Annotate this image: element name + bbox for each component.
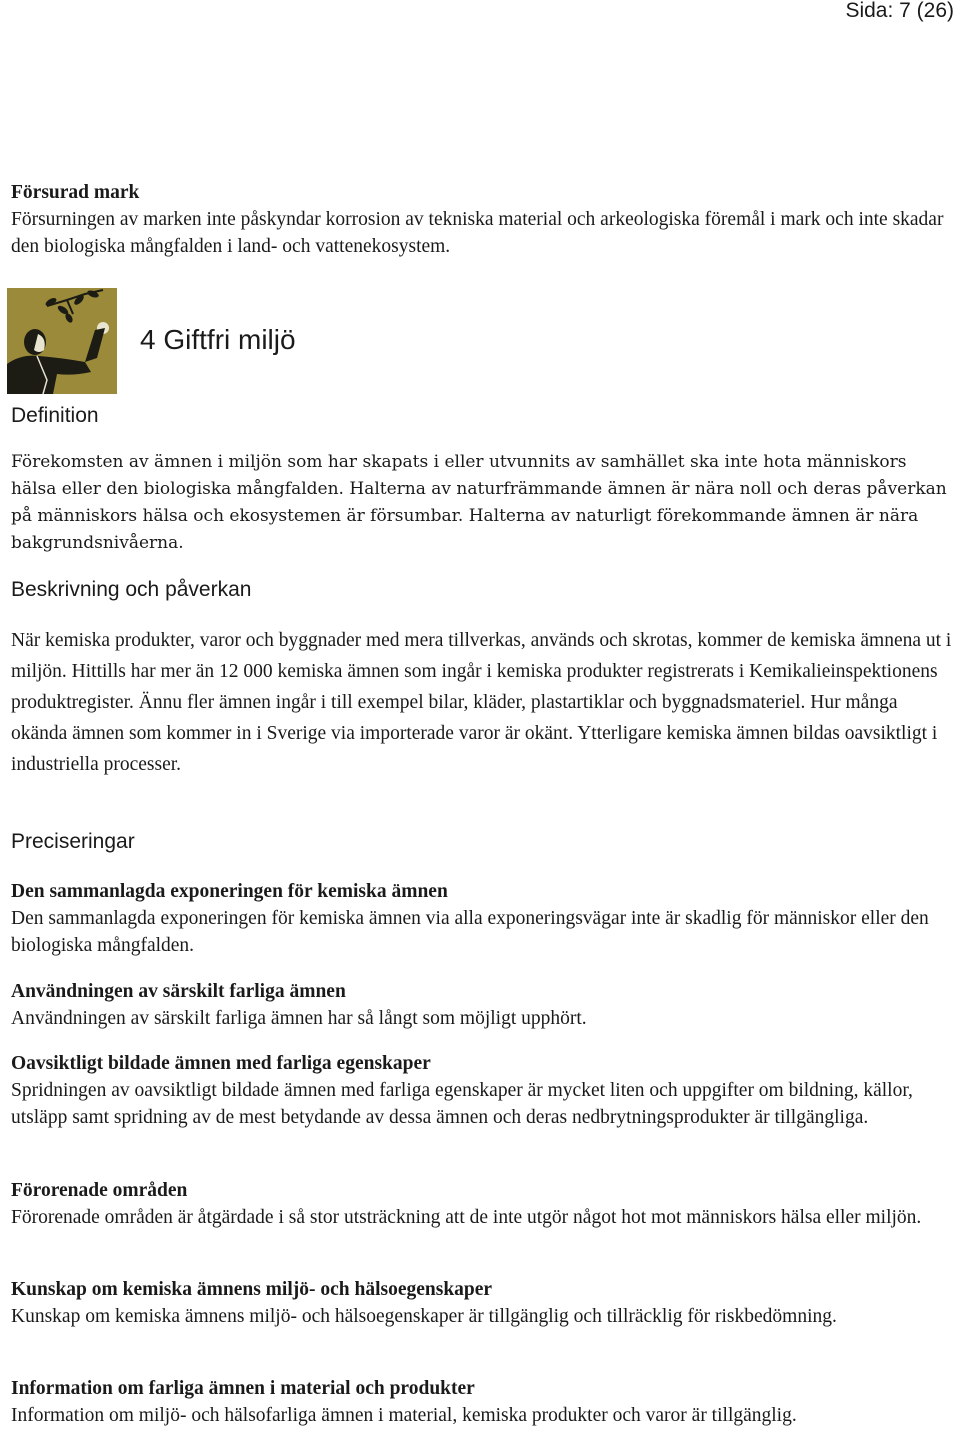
definition-section [11,404,956,428]
goal-title: 4 Giftfri miljö [140,324,296,355]
definition-text: Förekomsten av ämnen i miljön som har skapats i eller utvunnits av samhället ska inte hota människors hälsa eller den biologiska mångfalden. Halterna av naturfrämmande ämnen är nära noll och deras påverkan på människors hälsa och ekosystemen är försumbar. Halterna av naturligt förekommande ämnen är nära bakgrundsnivåerna. [11,452,947,553]
spec-item-title: Användningen av särskilt farliga ämnen [11,981,346,1002]
spec-item-title: Kunskap om kemiska ämnens miljö- och hälsoegenskaper [11,1279,493,1300]
description-section [11,578,956,602]
spec-item [11,1276,956,1330]
spec-item [11,1050,956,1131]
definition-body [11,449,956,557]
spec-item [11,978,956,1032]
spec-item-text: Information om miljö- och hälsofarliga ämnen i material, kemiska produkter och varor är tillgänglig. [11,1405,797,1426]
giftfri-miljo-icon [7,288,117,394]
acidified-soil-text: Försurningen av marken inte påskyndar korrosion av tekniska material och arkeologiska föremål i mark och inte skadar den biologiska mångfalden i land- och vattenekosystem. [11,209,944,257]
spec-item-text: Kunskap om kemiska ämnens miljö- och hälsoegenskaper är tillgänglig och tillräcklig för riskbedömning. [11,1306,837,1327]
description-text: När kemiska produkter, varor och byggnader med mera tillverkas, används och skrotas, kommer de kemiska ämnena ut i miljön. Hittills har mer än 12 000 kemiska ämnen som ingår i kemiska produkter registrerats i Kemikalieinspektionens produktregister. Ännu fler ämnen ingår i till exempel bilar, kläder, plastartiklar och byggnadsmateriel. Hur många okända ämnen som kommer in i Sverige via importerade varor är okänt. Ytterligare kemiska ämnen bildas oavsiktligt i industriella processer. [11,630,952,775]
spec-item [11,1375,956,1429]
spec-item-text: Den sammanlagda exponeringen för kemiska ämnen via alla exponeringsvägar inte är skadlig för människor eller den biologiska mångfalden. [11,908,929,956]
acidified-soil-title: Försurad mark [11,182,140,203]
description-body [11,625,956,780]
definition-heading: Definition [11,404,99,427]
spec-item-text: Förorenade områden är åtgärdade i så stor utsträckning att de inte utgör något hot mot människors hälsa eller miljön. [11,1207,922,1228]
spec-item-title: Information om farliga ämnen i material och produkter [11,1378,475,1399]
description-heading: Beskrivning och påverkan [11,578,252,601]
specifications-section [11,830,956,854]
spec-item-title: Den sammanlagda exponeringen för kemiska ämnen [11,881,448,902]
spec-item-text: Spridningen av oavsiktligt bildade ämnen med farliga egenskaper är mycket liten och uppgifter om bildning, källor, utsläpp samt spridning av de mest betydande av dessa ämnen och deras nedbrytningsprodukter är tillgängliga. [11,1080,913,1128]
page-number: Sida: 7 (26) [845,0,954,22]
spec-item-text: Användningen av särskilt farliga ämnen har så långt som möjligt upphört. [11,1008,587,1029]
spec-item-title: Förorenade områden [11,1180,188,1201]
spec-item [11,1177,956,1231]
spec-item [11,878,956,959]
specifications-heading: Preciseringar [11,830,135,853]
acidified-soil-section [11,179,956,260]
spec-item-title: Oavsiktligt bildade ämnen med farliga egenskaper [11,1053,431,1074]
